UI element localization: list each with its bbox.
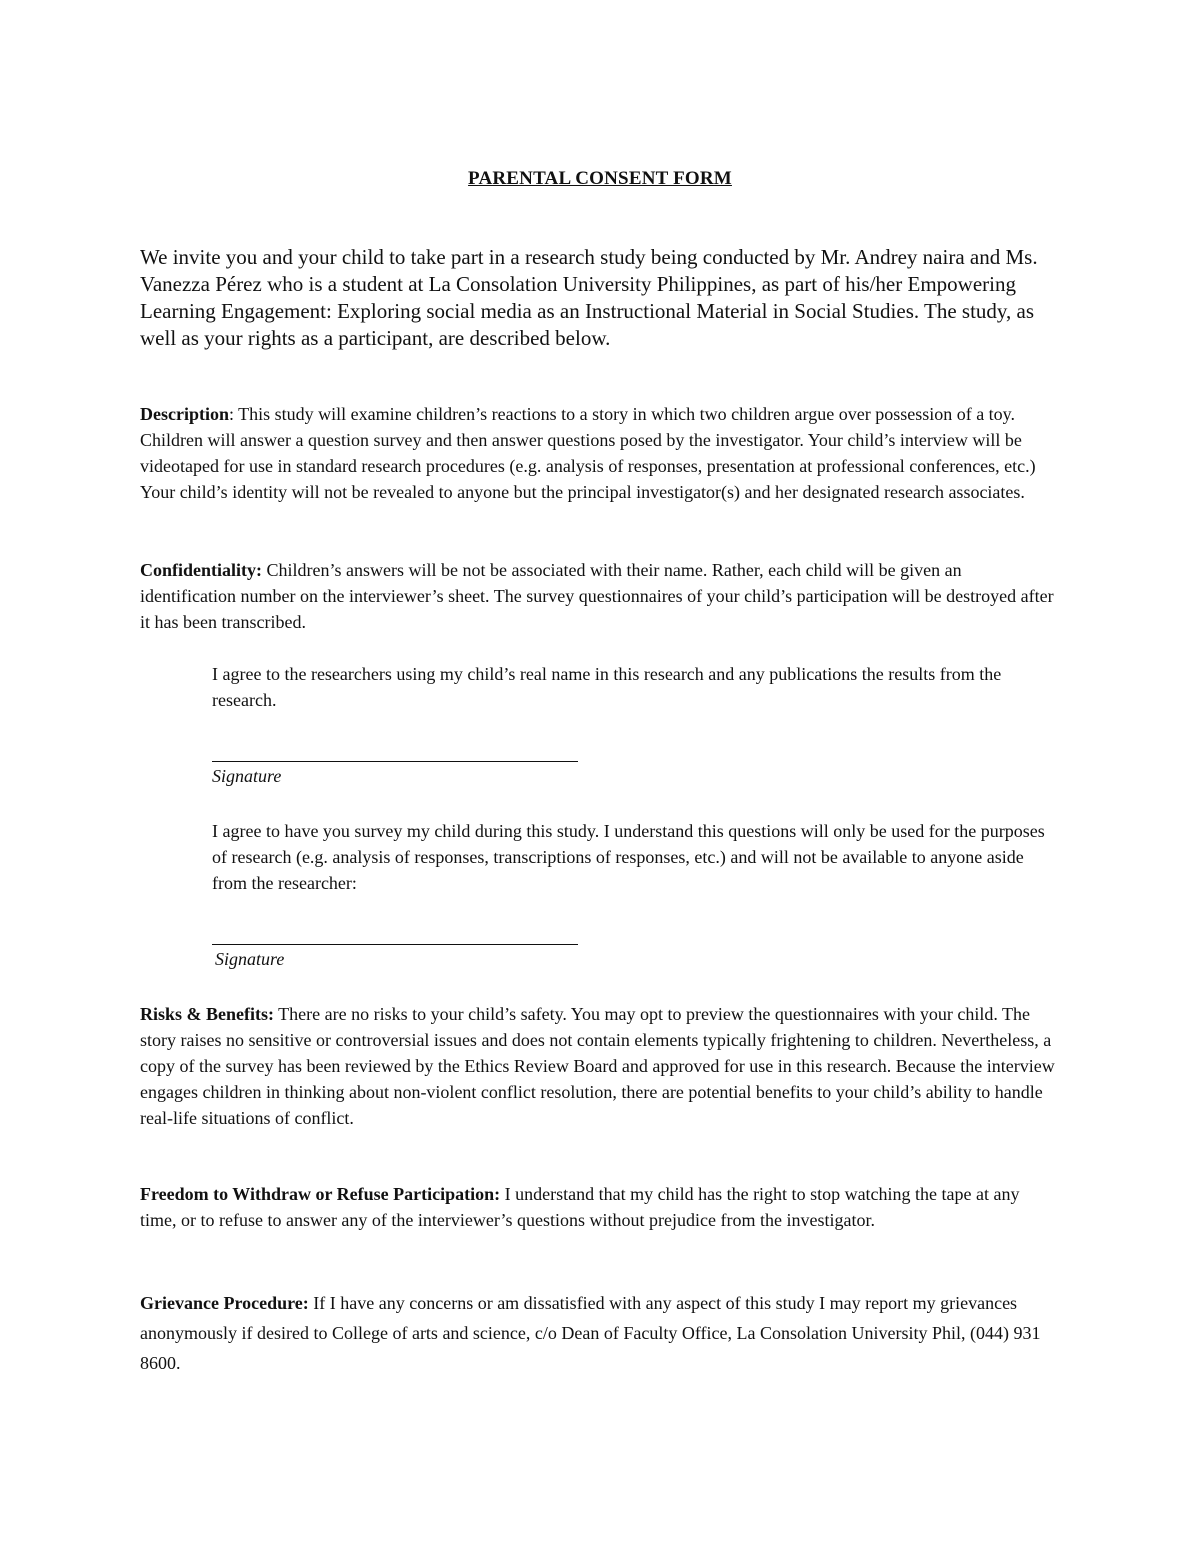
description-section [140,401,1060,505]
confidentiality-heading: Confidentiality: [140,560,263,580]
risks-text: There are no risks to your child’s safety. You may opt to preview the questionnaires with your child. The story raises no sensitive or controversial issues and does not contain elements typically frightening to children. Nevertheless, a copy of the survey has been reviewed by the Ethics Review Board and approved for use in this research. Because the interview engages children in thinking about non-violent conflict resolution, there are potential benefits to your child’s ability to handle real-life situations of conflict. [140,1004,1055,1128]
risks-benefits-section [140,1001,1060,1131]
description-heading: Description [140,404,229,424]
signature-label-name-consent: Signature [212,766,282,786]
grievance-section [140,1288,1060,1378]
confidentiality-section [140,557,1060,635]
grievance-heading: Grievance Procedure: [140,1293,309,1313]
consent-name-statement: I agree to the researchers using my child’s real name in this research and any publications the results from the research. [212,664,1002,710]
signature-label-survey-consent: Signature [215,949,285,969]
freedom-text: I understand that my child has the right to stop watching the tape at any time, or to refuse to answer any of the interviewer’s questions without prejudice from the investigator. [140,1184,1020,1230]
intro-paragraph: We invite you and your child to take part in a research study being conducted by Mr. Andrey naira and Ms. Vanezza Pérez who is a student at La Consolation University Philippines, as part of his/her Empowering Learning Engagement: Exploring social media as an Instructional Material in Social Studies. The study, as well as your rights as a participant, are described below. [140,245,1038,350]
signature-line-name-consent[interactable] [212,761,578,762]
description-text: : This study will examine children’s reactions to a story in which two children argue over possession of a toy. Children will answer a question survey and then answer questions posed by the investigator. Your child’s interview will be videotaped for use in standard research procedures (e.g. analysis of responses, presentation at professional conferences, etc.) Your child’s identity will not be revealed to anyone but the principal investigator(s) and her designated research associates. [140,404,1036,502]
signature-line-survey-consent[interactable] [212,944,578,945]
document-title: PARENTAL CONSENT FORM [468,168,732,189]
grievance-text: If I have any concerns or am dissatisfied with any aspect of this study I may report my grievances anonymously if desired to College of arts and science, c/o Dean of Faculty Office, La Consolation University Phil, (044) 931 8600. [140,1293,1041,1373]
risks-heading: Risks & Benefits: [140,1004,274,1024]
freedom-heading: Freedom to Withdraw or Refuse Participation: [140,1184,501,1204]
consent-survey-statement: I agree to have you survey my child during this study. I understand this questions will only be used for the purposes of research (e.g. analysis of responses, transcriptions of responses, etc.) and will not be available to anyone aside from the researcher: [212,821,1045,893]
freedom-section [140,1181,1060,1233]
confidentiality-text: Children’s answers will be not be associated with their name. Rather, each child will be given an identification number on the interviewer’s sheet. The survey questionnaires of your child’s participation will be destroyed after it has been transcribed. [140,560,1054,632]
